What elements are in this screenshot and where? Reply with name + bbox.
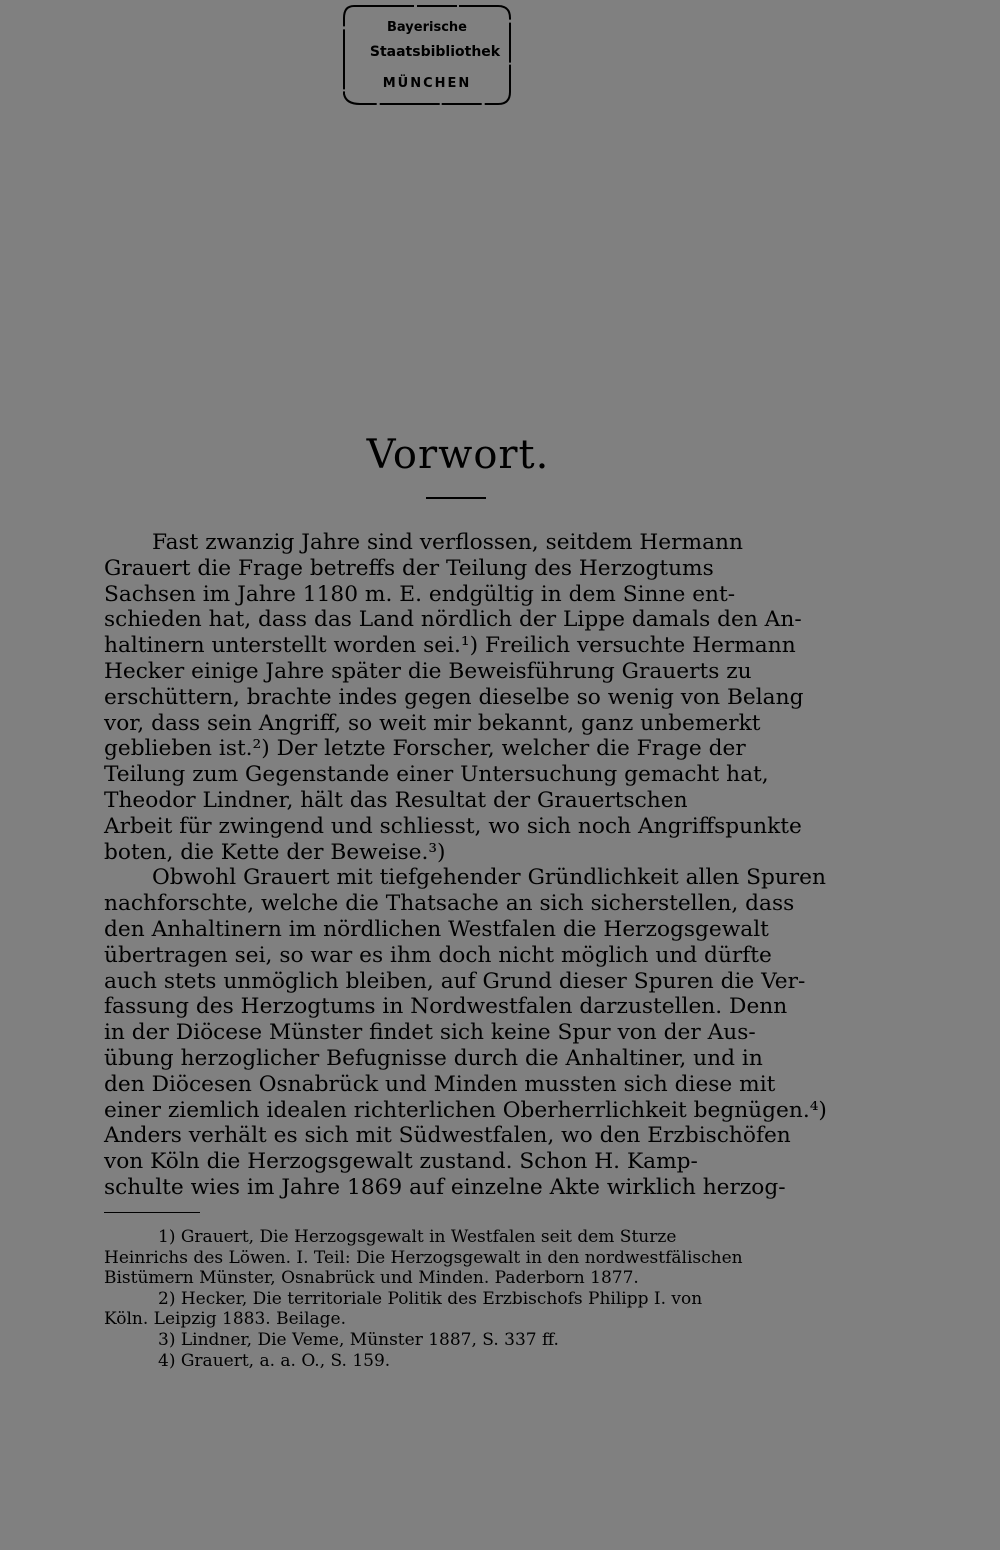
body-line: auch stets unmöglich bleiben, auf Grund dieser Spuren die Ver- (104, 968, 806, 994)
body-line: von Köln die Herzogsgewalt zustand. Schon H. Kamp- (104, 1149, 698, 1175)
body-line: den Diöcesen Osnabrück und Minden mussten sich diese mit (104, 1071, 776, 1097)
body-line: fassung des Herzogtums in Nordwestfalen darzustellen. Denn (104, 994, 788, 1020)
footnote-line: 3) Lindner, Die Veme, Münster 1887, S. 337 ff. (158, 1329, 559, 1350)
footnote-line: Bistümern Münster, Osnabrück und Minden. Paderborn 1877. (104, 1268, 639, 1289)
body-line: vor, dass sein Angriff, so weit mir bekannt, ganz unbemerkt (104, 710, 761, 736)
body-line: Anders verhält es sich mit Südwestfalen, wo den Erzbischöfen (104, 1123, 791, 1149)
body-line: erschüttern, brachte indes gegen dieselbe so wenig von Belang (104, 684, 804, 710)
stamp-line-2: Staatsbibliothek (369, 44, 501, 60)
body-line: Grauert die Frage betreffs der Teilung des Herzogtums (104, 555, 714, 581)
page-title: Vorwort. (366, 432, 550, 478)
footnote-divider (104, 1212, 200, 1213)
body-line: Obwohl Grauert mit tiefgehender Gründlichkeit allen Spuren (152, 865, 826, 891)
footnote-line: Heinrichs des Löwen. I. Teil: Die Herzogsgewalt in den nordwestfälischen (104, 1247, 743, 1268)
body-line: übertragen sei, so war es ihm doch nicht möglich und dürfte (104, 942, 772, 968)
body-line: Fast zwanzig Jahre sind verflossen, seitdem Hermann (152, 530, 743, 555)
footnotes (104, 1227, 814, 1371)
title-divider (426, 497, 486, 499)
body-line: Sachsen im Jahre 1180 m. E. endgültig in dem Sinne ent- (104, 581, 736, 607)
body-line: einer ziemlich idealen richterlichen Oberherrlichkeit begnügen.⁴) (104, 1097, 827, 1123)
body-line: Hecker einige Jahre später die Beweisführung Grauerts zu (104, 658, 752, 684)
body-line: den Anhaltinern im nördlichen Westfalen die Herzogsgewalt (104, 916, 769, 942)
body-text (104, 530, 827, 1201)
footnote-line: 2) Hecker, Die territoriale Politik des Erzbischofs Philipp I. von (158, 1288, 703, 1309)
stamp-line-1: Bayerische (387, 20, 467, 35)
footnote-line: 4) Grauert, a. a. O., S. 159. (158, 1350, 391, 1371)
body-line: haltinern unterstellt worden sei.¹) Freilich versuchte Hermann (104, 633, 796, 659)
stamp-line-3: MÜNCHEN (382, 76, 472, 91)
body-line: geblieben ist.²) Der letzte Forscher, welcher die Frage der (104, 736, 746, 762)
body-line: übung herzoglicher Befugnisse durch die Anhaltiner, und in (104, 1045, 763, 1071)
body-line: boten, die Kette der Beweise.³) (104, 839, 446, 865)
body-line: schieden hat, dass das Land nördlich der Lippe damals den An- (104, 607, 802, 633)
body-line: in der Diöcese Münster findet sich keine Spur von der Aus- (104, 1020, 756, 1046)
body-line: Teilung zum Gegenstande einer Untersuchung gemacht hat, (104, 762, 769, 788)
body-line: Theodor Lindner, hält das Resultat der Grauertschen (104, 787, 688, 813)
body-line: Arbeit für zwingend und schliesst, wo sich noch Angriffspunkte (104, 813, 802, 839)
footnote-line: Köln. Leipzig 1883. Beilage. (104, 1309, 347, 1330)
footnote-line: 1) Grauert, Die Herzogsgewalt in Westfalen seit dem Sturze (158, 1227, 677, 1247)
library-stamp (340, 4, 514, 108)
body-line: schulte wies im Jahre 1869 auf einzelne Akte wirklich herzog- (104, 1174, 786, 1200)
body-line: nachforschte, welche die Thatsache an sich sicherstellen, dass (104, 891, 795, 917)
